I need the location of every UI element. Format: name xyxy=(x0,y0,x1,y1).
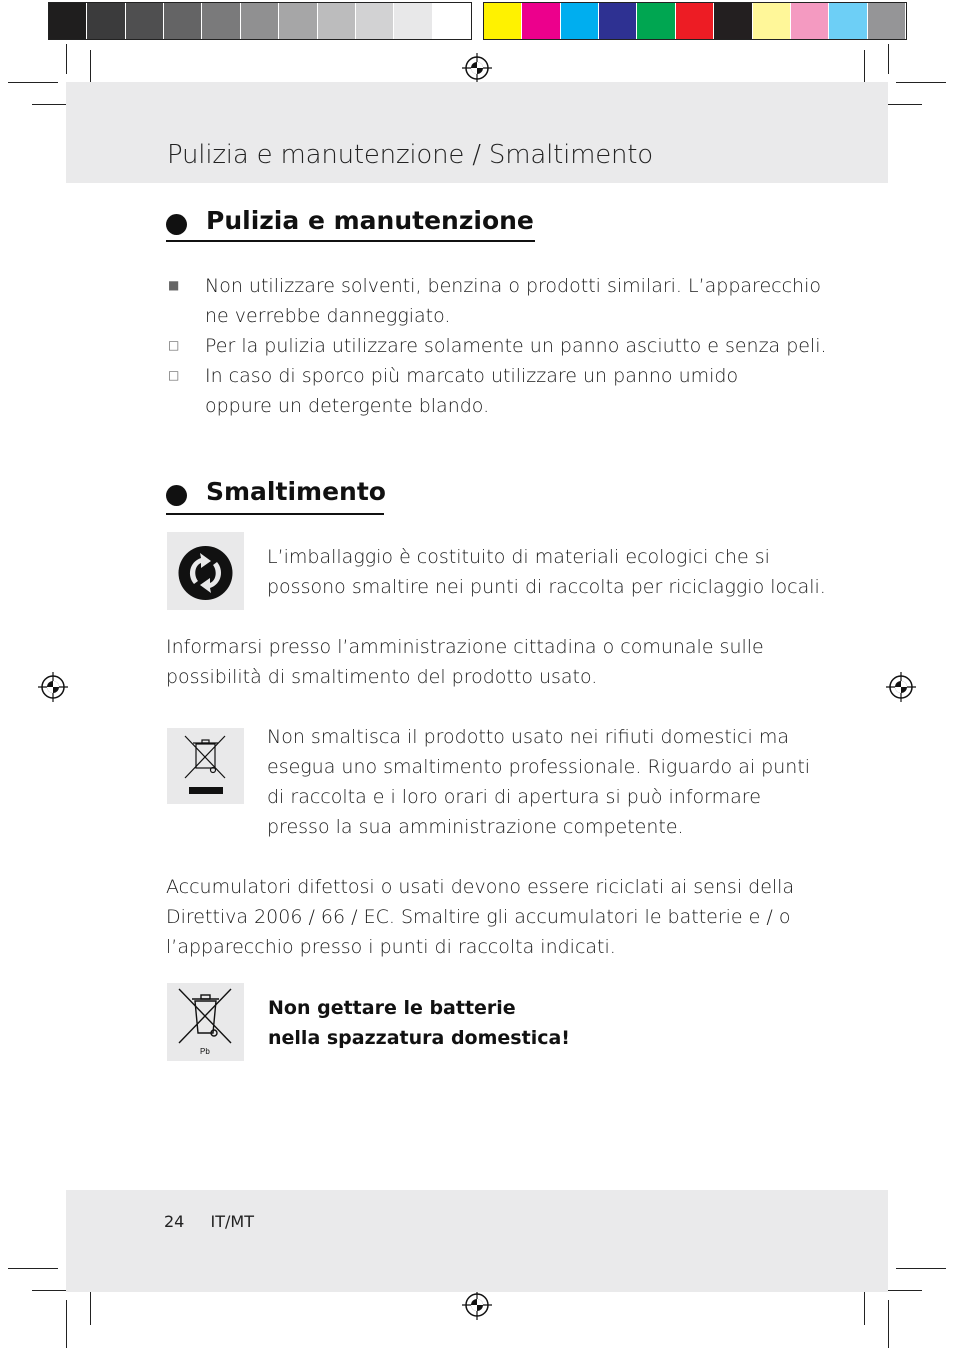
list-item-text: ne verrebbe danneggiato. xyxy=(205,305,451,327)
color-swatch xyxy=(676,3,714,39)
weee-text-line: Non smaltisca il prodotto usato nei rifiuti domestici ma xyxy=(267,726,789,748)
section-title: Smaltimento xyxy=(206,477,386,506)
battery-warning-line: Non gettare le batterie xyxy=(268,997,516,1019)
packaging-icon-box xyxy=(167,532,244,610)
color-swatch xyxy=(484,3,522,39)
bullet-dot-icon xyxy=(166,214,187,235)
page-title: Pulizia e manutenzione / Smaltimento xyxy=(167,140,654,170)
list-item-text: Per la pulizia utilizzare solamente un panno asciutto e senza peli. xyxy=(205,335,827,357)
color-swatch xyxy=(356,3,394,39)
footer-band xyxy=(66,1190,888,1292)
section-underline xyxy=(166,240,535,242)
color-swatch xyxy=(433,3,471,39)
registration-mark-icon xyxy=(37,671,69,703)
color-swatch xyxy=(868,3,906,39)
color-swatch xyxy=(202,3,240,39)
crossed-out-wheelie-bin-icon xyxy=(167,728,244,804)
section-underline xyxy=(166,513,384,515)
list-item-text: oppure un detergente blando. xyxy=(205,395,490,417)
inform-text-line: possibilità di smaltimento del prodotto usato. xyxy=(166,666,598,688)
weee-text-line: esegua uno smaltimento professionale. Riguardo ai punti xyxy=(267,756,811,778)
color-swatch xyxy=(829,3,867,39)
registration-mark-icon xyxy=(461,1289,493,1321)
color-swatch xyxy=(522,3,560,39)
pb-label: Pb xyxy=(200,1047,210,1056)
inform-text-line: Informarsi presso l’amministrazione cittadina o comunale sulle xyxy=(166,636,764,658)
bullet-dot-icon xyxy=(166,485,187,506)
crossed-out-battery-bin-icon xyxy=(167,983,244,1061)
filled-square-bullet-icon: ■ xyxy=(168,278,180,292)
weee-text-line: di raccolta e i loro orari di apertura si può informare xyxy=(267,786,761,808)
packaging-text-line: L’imballaggio è costituito di materiali ecologici che si xyxy=(267,546,770,568)
color-swatch xyxy=(241,3,279,39)
color-swatch xyxy=(126,3,164,39)
green-dot-recycling-icon xyxy=(167,532,244,610)
color-swatch xyxy=(87,3,125,39)
color-swatch xyxy=(561,3,599,39)
color-swatch xyxy=(637,3,675,39)
color-swatch xyxy=(49,3,87,39)
empty-square-bullet-icon: □ xyxy=(168,338,180,352)
section-title: Pulizia e manutenzione xyxy=(206,206,534,235)
weee-text-line: presso la sua amministrazione competente. xyxy=(267,816,684,838)
color-swatch xyxy=(599,3,637,39)
process-color-bar xyxy=(483,2,907,40)
registration-mark-icon xyxy=(461,52,493,84)
battery-warning-line: nella spazzatura domestica! xyxy=(268,1027,570,1049)
color-swatch xyxy=(164,3,202,39)
packaging-text-line: possono smaltire nei punti di raccolta per riciclaggio locali. xyxy=(267,576,826,598)
footer xyxy=(164,1212,254,1231)
empty-square-bullet-icon: □ xyxy=(168,368,180,382)
page-number: 24 xyxy=(164,1212,185,1231)
registration-mark-icon xyxy=(885,671,917,703)
battery-icon-box xyxy=(167,983,244,1061)
list-item-text: In caso di sporco più marcato utilizzare un panno umido xyxy=(205,365,739,387)
color-swatch xyxy=(318,3,356,39)
list-item-text: Non utilizzare solventi, benzina o prodotti similari. L’apparecchio xyxy=(205,275,821,297)
locale-code: IT/MT xyxy=(210,1212,255,1231)
weee-icon-box xyxy=(167,728,244,804)
battery-text-line: Direttiva 2006 / 66 / EC. Smaltire gli accumulatori le batterie e / o xyxy=(166,906,791,928)
color-swatch xyxy=(394,3,432,39)
color-swatch xyxy=(714,3,752,39)
battery-text-line: l’apparecchio presso i punti di raccolta indicati. xyxy=(166,936,616,958)
color-swatch xyxy=(753,3,791,39)
color-swatch xyxy=(791,3,829,39)
battery-text-line: Accumulatori difettosi o usati devono essere riciclati ai sensi della xyxy=(166,876,795,898)
grayscale-color-bar xyxy=(48,2,472,40)
color-swatch xyxy=(279,3,317,39)
